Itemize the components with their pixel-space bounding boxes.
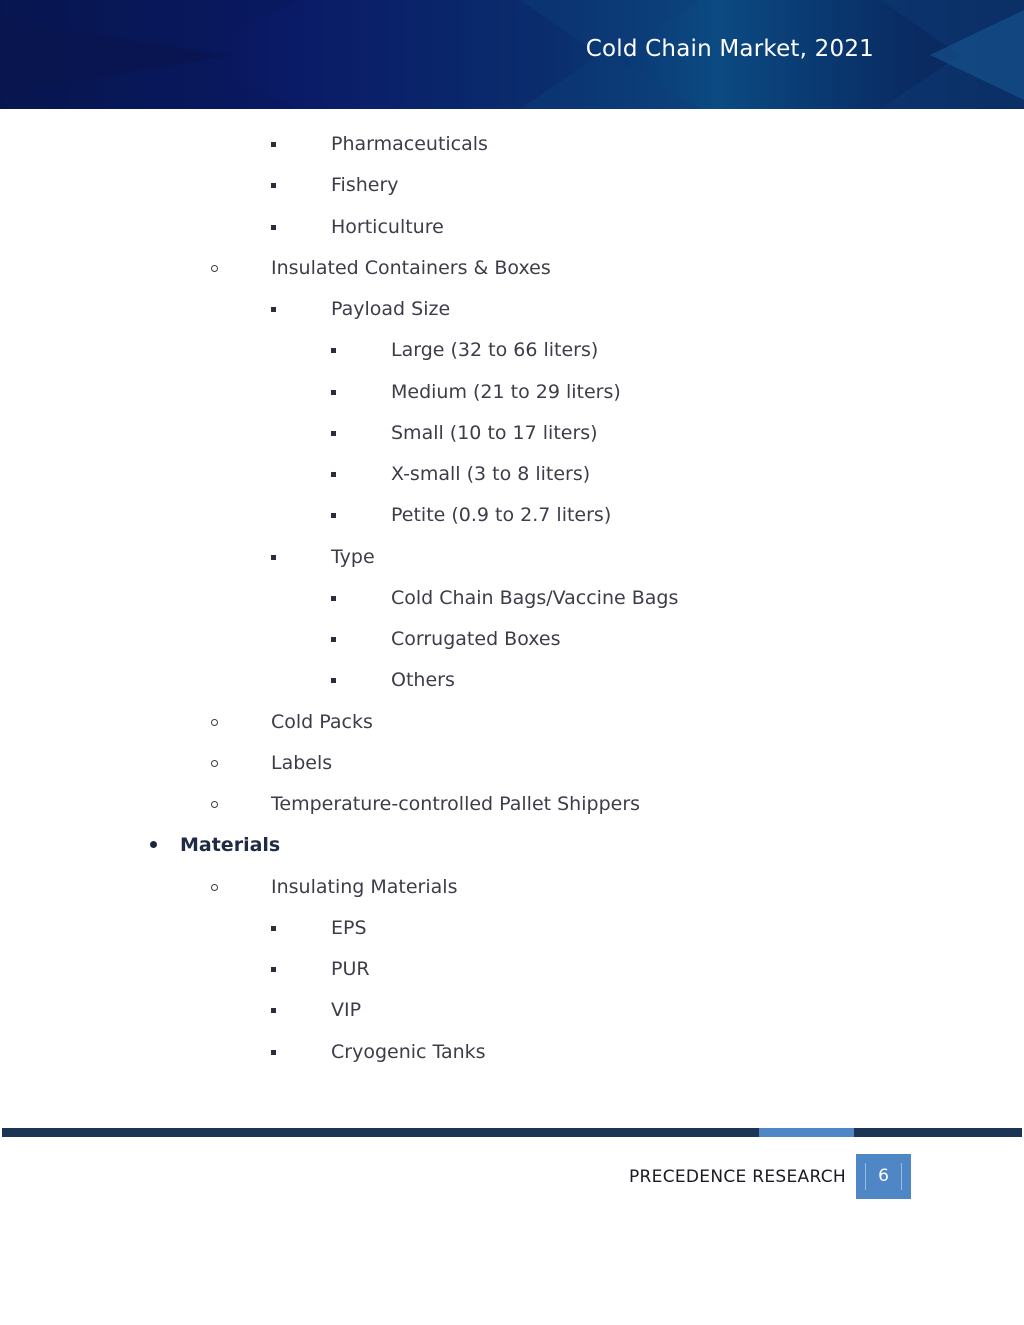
square-bullet-icon: [331, 665, 391, 695]
list-item-label: Type: [331, 545, 375, 568]
list-item: [331, 583, 678, 613]
list-item-label: Temperature-controlled Pallet Shippers: [271, 793, 641, 815]
list-item: [271, 170, 399, 200]
square-bullet-icon: [271, 995, 331, 1025]
list-item: [331, 459, 590, 489]
list-item-label: Pharmaceuticals: [331, 133, 488, 155]
square-bullet-icon: [331, 377, 391, 407]
square-bullet-icon: [271, 954, 331, 984]
list-item-label: Fishery: [331, 174, 399, 197]
footer-rule-accent: [759, 1128, 854, 1137]
square-bullet-icon: [271, 170, 331, 200]
circle-bullet-icon: [211, 872, 271, 902]
circle-bullet-icon: [211, 789, 271, 819]
list-item: [211, 789, 640, 819]
list-item-label: VIP: [331, 999, 362, 1022]
list-item-label: Large (32 to 66 liters): [391, 339, 599, 362]
list-item-label: Insulating Materials: [271, 875, 458, 898]
footer-brand: PRECEDENCE RESEARCH: [628, 1167, 846, 1187]
list-item: [331, 418, 598, 448]
square-bullet-icon: [271, 1037, 331, 1067]
list-item-label: Payload Size: [331, 298, 451, 320]
list-item: [271, 212, 444, 242]
list-item-label: Insulated Containers & Boxes: [271, 256, 551, 279]
list-item: [211, 707, 373, 737]
square-bullet-icon: [271, 212, 331, 242]
list-item-label: Corrugated Boxes: [391, 628, 561, 650]
list-item: [211, 748, 332, 778]
list-item: [331, 500, 611, 530]
square-bullet-icon: [331, 335, 391, 365]
list-item: [331, 377, 621, 407]
header-banner: [0, 0, 1024, 109]
square-bullet-icon: [331, 624, 391, 654]
list-item: [271, 954, 370, 984]
list-item: [271, 542, 375, 572]
list-item: [211, 253, 551, 283]
list-item: [331, 624, 561, 654]
list-item: [211, 872, 457, 902]
list-item-label: Cold Packs: [271, 710, 373, 733]
list-item-label: Medium (21 to 29 liters): [391, 380, 621, 403]
list-item-label: Labels: [271, 751, 333, 774]
circle-bullet-icon: [211, 253, 271, 283]
list-item: [150, 830, 280, 860]
list-item-label: Others: [391, 669, 455, 692]
list-item-label: Horticulture: [331, 215, 444, 238]
list-item: [271, 995, 361, 1025]
list-item: [271, 1037, 486, 1067]
list-item-label: Petite (0.9 to 2.7 liters): [391, 504, 612, 527]
list-item: [331, 335, 598, 365]
page-number: 6: [878, 1166, 889, 1186]
list-item-label: Small (10 to 17 liters): [391, 421, 598, 444]
footer-rule: [2, 1128, 1022, 1137]
list-item-label: Cold Chain Bags/Vaccine Bags: [391, 586, 679, 609]
dot-bullet-icon: [150, 830, 180, 860]
square-bullet-icon: [331, 459, 391, 489]
square-bullet-icon: [271, 913, 331, 943]
list-item-label: PUR: [331, 958, 370, 980]
list-item-label: Materials: [180, 834, 281, 857]
list-item: [271, 913, 367, 943]
page-number-box: [856, 1154, 911, 1199]
list-item: [331, 665, 455, 695]
document-title: Cold Chain Market, 2021: [585, 36, 874, 62]
square-bullet-icon: [271, 542, 331, 572]
circle-bullet-icon: [211, 748, 271, 778]
list-item-label: EPS: [331, 916, 367, 939]
square-bullet-icon: [331, 500, 391, 530]
circle-bullet-icon: [211, 707, 271, 737]
list-item-label: Cryogenic Tanks: [331, 1040, 486, 1063]
list-item: [271, 129, 488, 159]
square-bullet-icon: [271, 129, 331, 159]
list-item: [271, 294, 450, 324]
list-item-label: X-small (3 to 8 liters): [391, 463, 591, 485]
square-bullet-icon: [271, 294, 331, 324]
square-bullet-icon: [331, 418, 391, 448]
square-bullet-icon: [331, 583, 391, 613]
